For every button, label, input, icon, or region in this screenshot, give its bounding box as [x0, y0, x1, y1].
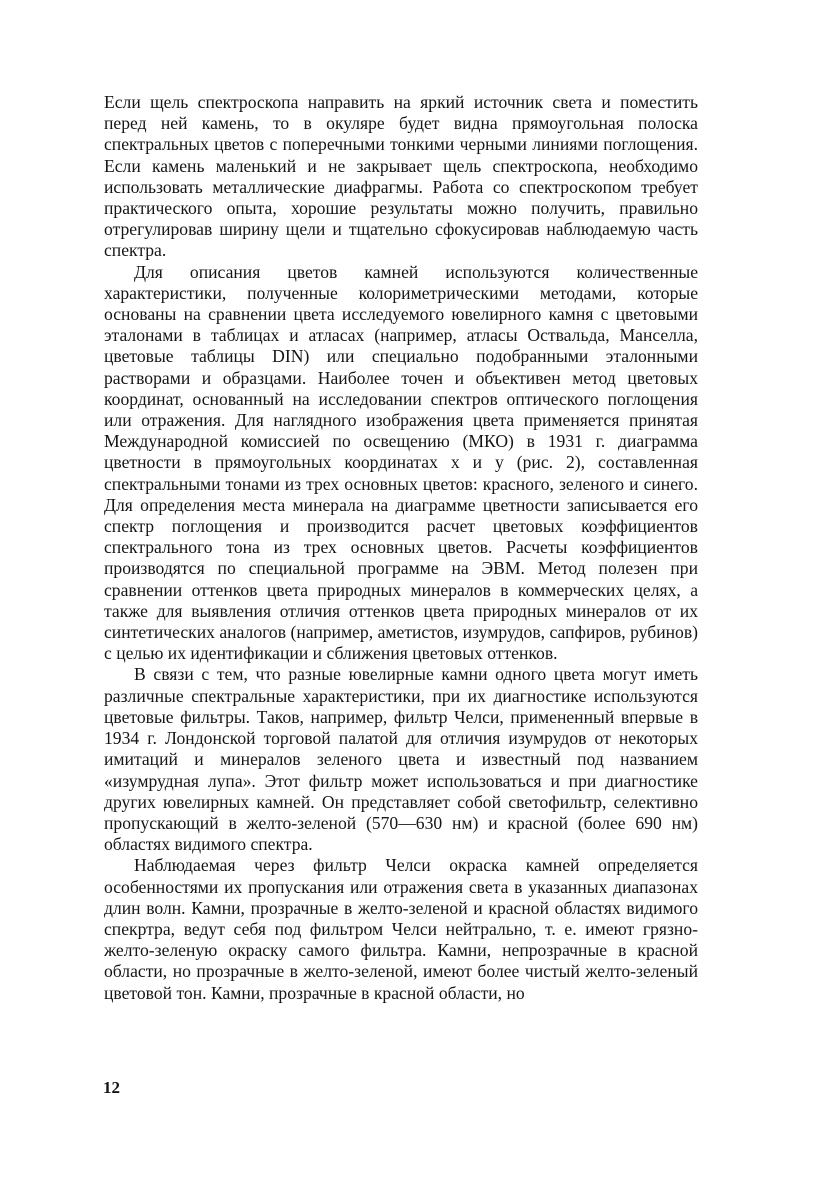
paragraph-spectroscope: Если щель спектроскопа направить на яркий источник света и поместить перед ней камень, то в окуляре будет видна прямоугольная полоска спектральных цветов с поперечными тонкими черными линиями поглощения. Если камень маленький и не закрывает щель спектроскопа, необходимо использовать металлические диафрагмы. Работа со спектроскопом требует практического опыта, хорошие результаты можно получить, правильно отрегулировав ширину щели и тщательно сфокусировав наблюдаемую часть спектра.	[104, 92, 698, 261]
body-text	[104, 92, 698, 1004]
paragraph-color-filters: В связи с тем, что разные ювелирные камни одного цвета могут иметь различные спектральные характеристики, при их диагностике используются цветовые фильтры. Таков, например, фильтр Челси, примененный впервые в 1934 г. Лондонской торговой палатой для отличия изумрудов от некоторых имитаций и минералов зеленого цвета и известный под названием «изумрудная лупа». Этот фильтр может использоваться и при диагностике других ювелирных камней. Он представляет собой светофильтр, селективно пропускающий в желто-зеленой (570—630 нм) и красной (более 690 нм) областях видимого спектра.	[104, 664, 698, 855]
page-number: 12	[103, 1078, 120, 1097]
paragraph-chelsea-filter: Наблюдаемая через фильтр Челси окраска камней определяется особенностями их пропускания или отражения света в указанных диапазонах длин волн. Камни, прозрачные в желто-зеленой и красной областях видимого спекртра, ведут себя под фильтром Челси нейтрально, т. е. имеют грязно-желто-зеленую окраску самого фильтра. Камни, непрозрачные в красной области, но прозрачные в желто-зеленой, имеют более чистый желто-зеленый цветовой тон. Камни, прозрачные в красной области, но	[104, 855, 698, 1003]
paragraph-colorimetry: Для описания цветов камней используются количественные характеристики, полученные колориметрическими методами, которые основаны на сравнении цвета исследуемого ювелирного камня с цветовыми эталонами в таблицах и атласах (например, атласы Оствальда, Манселла, цветовые таблицы DIN) или специально подобранными эталонными растворами и образцами. Наиболее точен и объективен метод цветовых координат, основанный на исследовании спектров оптического поглощения или отражения. Для наглядного изображения цвета применяется принятая Международной комиссией по освещению (МКО) в 1931 г. диаграмма цветности в прямоугольных координатах x и y (рис. 2), составленная спектральными тонами из трех основных цветов: красного, зеленого и синего. Для определения места минерала на диаграмме цветности записывается его спектр поглощения и производится расчет цветовых коэффициентов спектрального тона из трех основных цветов. Расчеты коэффициентов производятся по специальной программе на ЭВМ. Метод полезен при сравнении оттенков цвета природных минералов в коммерческих целях, а также для выявления отличия оттенков цвета природных минералов от их синтетических аналогов (например, аметистов, изумрудов, сапфиров, рубинов) с целью их идентификации и сближения цветовых оттенков.	[104, 261, 698, 664]
